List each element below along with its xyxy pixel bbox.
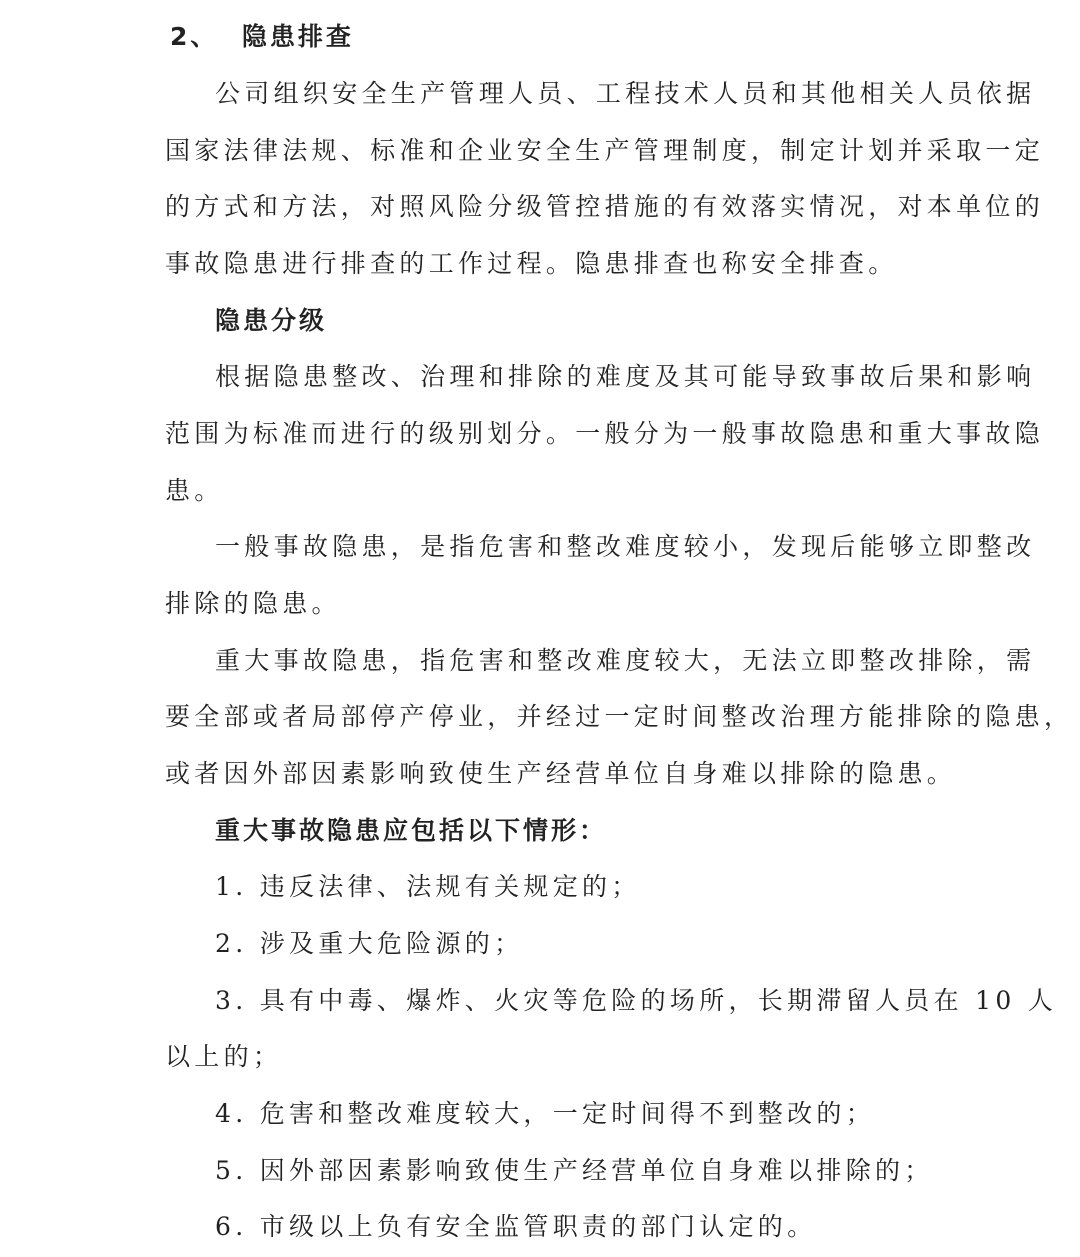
paragraph-line: 患。 xyxy=(165,476,224,505)
section-number: 2、 xyxy=(170,22,219,51)
list-item: 6. 市级以上负有安全监管职责的部门认定的。 xyxy=(215,1212,817,1241)
paragraph-line: 排除的隐患。 xyxy=(165,589,341,618)
paragraph-line: 范围为标准而进行的级别划分。一般分为一般事故隐患和重大事故隐 xyxy=(165,419,1045,448)
paragraph-line: 或者因外部因素影响致使生产经营单位自身难以排除的隐患。 xyxy=(165,759,957,788)
paragraph-line: 要全部或者局部停产停业，并经过一定时间整改治理方能排除的隐患， xyxy=(165,702,1074,731)
paragraph-line: 事故隐患进行排查的工作过程。隐患排查也称安全排查。 xyxy=(165,249,898,278)
list-item: 4. 危害和整改难度较大，一定时间得不到整改的； xyxy=(215,1099,876,1128)
list-item: 3. 具有中毒、爆炸、火灾等危险的场所，长期滞留人员在 10 人 xyxy=(215,986,1058,1015)
paragraph-line: 国家法律法规、标准和企业安全生产管理制度，制定计划并采取一定 xyxy=(165,136,1045,165)
paragraph-line: 公司组织安全生产管理人员、工程技术人员和其他相关人员依据 xyxy=(215,79,1036,108)
paragraph-line: 根据隐患整改、治理和排除的难度及其可能导致事故后果和影响 xyxy=(215,362,1036,391)
paragraph-line: 的方式和方法，对照风险分级管控措施的有效落实情况，对本单位的 xyxy=(165,192,1045,221)
paragraph-line: 重大事故隐患，指危害和整改难度较大，无法立即整改排除，需 xyxy=(215,646,1036,675)
subheading-hazard-classification: 隐患分级 xyxy=(215,306,328,335)
subheading-major-hazard-cases: 重大事故隐患应包括以下情形： xyxy=(215,816,608,845)
section-title: 隐患排查 xyxy=(241,22,354,51)
paragraph-line: 一般事故隐患，是指危害和整改难度较小，发现后能够立即整改 xyxy=(215,532,1036,561)
list-item: 以上的； xyxy=(165,1042,283,1071)
list-item: 5. 因外部因素影响致使生产经营单位自身难以排除的； xyxy=(215,1156,934,1185)
list-item: 2. 涉及重大危险源的； xyxy=(215,929,524,958)
section-heading xyxy=(170,20,930,54)
list-item: 1. 违反法律、法规有关规定的； xyxy=(215,872,641,901)
